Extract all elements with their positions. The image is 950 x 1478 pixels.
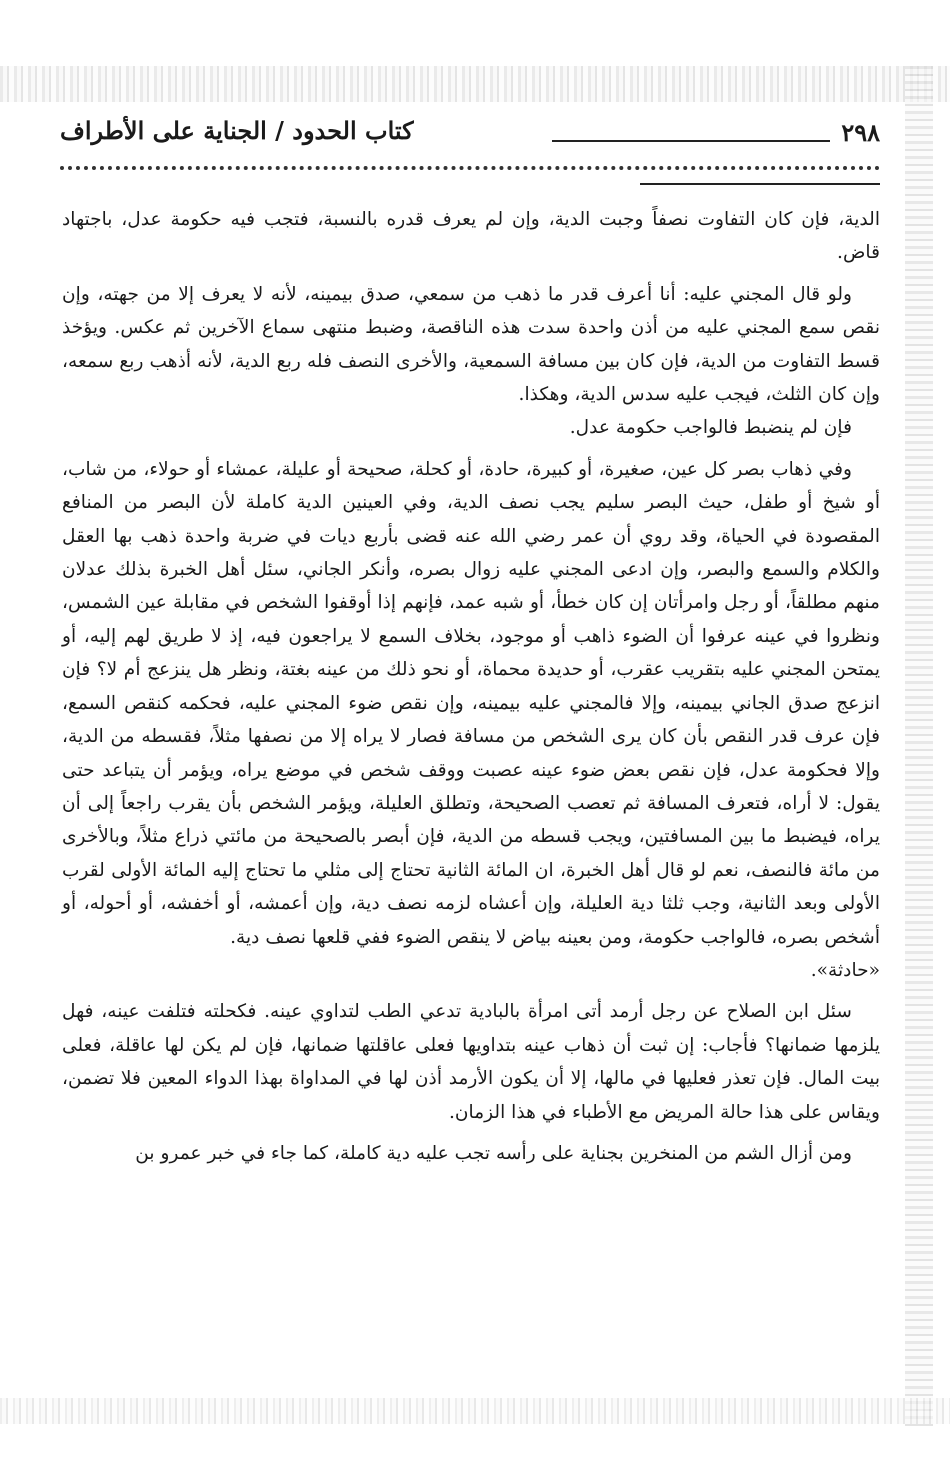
section-heading: «حادثة».: [810, 959, 880, 981]
dotted-separator: [60, 166, 880, 180]
paragraph: الدية، فإن كان التفاوت نصفاً وجبت الدية، وإن لم يعرف قدره بالنسبة، فتجب فيه حكومة عدل، باجتهاد قاض.: [62, 209, 880, 264]
paragraph: ومن أزال الشم من المنخرين بجناية على رأسه تجب عليه دية كاملة، كما جاء في خبر عمرو بن: [135, 1142, 852, 1164]
paragraph: فإن لم ينضبط فالواجب حكومة عدل.: [569, 417, 852, 439]
paragraph: وفي ذهاب بصر كل عين، صغيرة، أو كبيرة، حادة، أو كحلة، صحيحة أو عليلة، عمشاء أو حولاء، من شاب، أو شيخ أو طفل، حيث البصر سليم يجب نصف الدية، وفي العينين الدية كاملة لأن البصر من المنافع المقصودة في الحياة، وقد روي أن عمر رضي الله عنه قضى بأربع ديات في ضربة واحدة ذهب بها العقل والكلام والسمع والبصر، وإن ادعى المجني عليه زوال بصره، وأنكر الجاني، سئل أهل الخبرة بذلك عدلان منهم مطلقاً، أو رجل وامرأتان إن كان خطأ، أو شبه عمد، فإنهم إذا أوقفوا الشخص في مقابلة عين الشمس، ونظروا في عينه عرفوا أن الضوء ذاهب أو موجود، بخلاف السمع لا يراجعون فيه، إذ لا طريق لهم إليه، أو يمتحن المجني عليه بتقريب عقرب، أو حديدة محماة، أو نحو ذلك من عينه بغتة، ونظر هل ينزعج أم لا؟ فإن انزعج صدق الجاني بيمينه، وإلا فالمجني عليه بيمينه، وإن نقص ضوء المجني عليه، فحكمه كنقص السمع، فإن عرف قدر النقص بأن كان يرى الشخص من مسافة فصار لا يراه إلا من نصفها مثلاً، فقسطه من الدية، وإلا فحكومة عدل، فإن نقص بعض ضوء عينه عصبت ووقف شخص في موضع يراه، ويؤمر أن يتباعد حتى يقول: لا أراه، فتعرف المسافة ثم تعصب الصحيحة، وتطلق العليلة، ويؤمر الشخص بأن يقرب راجعاً إلى أن يراه، فيضبط ما بين المسافتين، ويجب قسطه من الدية، فإن أبصر بالصحيحة من مائتي ذراع مثلاً، وبالأخرى من مائة فالنصف، نعم لو قال أهل الخبرة، ان المائة الثانية تحتاج إلى مثلي ما تحتاج إليه المائة الأولى لقرب الأولى وبعد الثانية، وجب ثلثا دية العليلة، وإن أعشاه لزمه نصف دية، وإن أعمشه، أو أخفشه، أو أحوله، أو أشخص بصره، فالواجب حكومة، ومن بعينه بياض لا ينقص الضوء ففي قلعها نصف دية.: [62, 458, 880, 948]
scan-border-right: [905, 66, 933, 1426]
body-text: [62, 203, 880, 1170]
scan-border-top: [0, 66, 950, 102]
paragraph: سئل ابن الصلاح عن رجل أرمد أتى امرأة بالبادية تدعي الطب لتداوي عينه. فكحلته فتلفت عينه، فهل يلزمها ضمانها؟ فأجاب: إن ثبت أن ذهاب عينه بتداويها فعلى عاقلتها ضمانها، فإن لم يكن لها عاقلة، فعلى بيت المال. فإن تعذر فعليها في مالها، إلا أن يكون الأرمد أذن لها في المداواة بهذا الدواء المعين فلا تضمن، ويقاس على هذا حالة المريض مع الأطباء في هذا الزمان.: [62, 1001, 880, 1123]
page-number: ٢٩٨: [841, 118, 880, 147]
page-header: [60, 110, 880, 160]
paragraph: ولو قال المجني عليه: أنا أعرف قدر ما ذهب من سمعي، صدق بيمينه، لأنه لا يعرف إلا من جهته، وإن نقص سمع المجني عليه من أذن واحدة سدت هذه الناقصة، وضبط منتهى سماع الآخرين ثم عكس. ويؤخذ قسط التفاوت من الدية، فإن كان بين مسافة السمعية، والأخرى النصف فله ربع الدية، لأنه أذهب ربع سمعه، وإن كان الثلث، فيجب عليه سدس الدية، وهكذا.: [62, 283, 880, 406]
running-title: كتاب الحدود / الجناية على الأطراف: [60, 116, 414, 145]
scan-border-bottom: [0, 1398, 950, 1424]
section-rule: [640, 183, 880, 185]
header-rule: [552, 140, 830, 142]
